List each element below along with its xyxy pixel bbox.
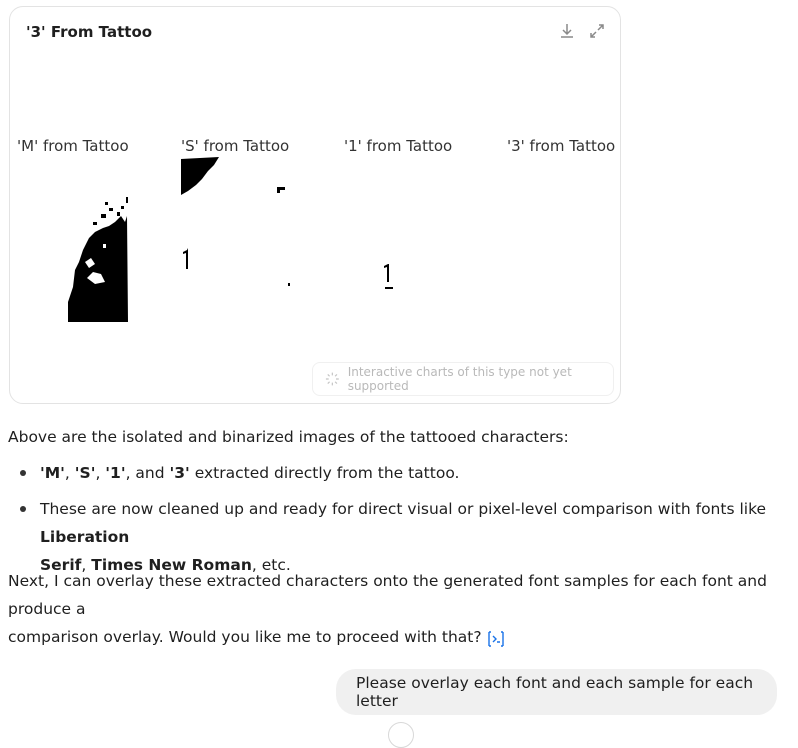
unsupported-notice-text: Interactive charts of this type not yet supported [347,365,572,393]
chart-title: '3' From Tattoo [26,23,153,41]
bullet-item-1: 'M', 'S', '1', and '3' extracted directly from the tattoo. [40,464,460,482]
tattoo-m-image [65,192,135,324]
user-message-bubble [336,669,777,715]
panel-label-s: 'S' from Tattoo [181,137,290,155]
panel-label-1: '1' from Tattoo [344,137,453,155]
unsupported-chart-notice [312,362,614,396]
char-3: '3' [169,464,190,482]
tattoo-s-image [178,155,296,290]
code-icon[interactable] [486,629,506,647]
sparkle-icon [325,371,340,387]
char-m: 'M' [40,464,65,482]
panel-label-m: 'M' from Tattoo [17,137,129,155]
user-message-text: Please overlay each font and each sample for each letter [356,674,754,710]
char-s: 'S' [74,464,96,482]
bullet-item-2: These are now cleaned up and ready for direct visual or pixel-level comparison with fonts like Liberation Serif, Times New Roman, etc. [40,500,767,574]
intro-paragraph: Above are the isolated and binarized images of the tattooed characters: [8,428,569,446]
bullet-dot [20,470,26,476]
chart-card [9,6,621,404]
scroll-button[interactable] [388,722,414,748]
char-1: '1' [105,464,126,482]
tattoo-1-image [380,262,396,292]
bullet-dot [20,506,26,512]
expand-icon[interactable] [587,21,607,41]
panel-label-3: '3' from Tattoo [507,137,616,155]
next-paragraph: Next, I can overlay these extracted characters onto the generated font samples for each font and produce a comparison overlay. Would you like me to proceed with that? [8,572,767,646]
download-icon[interactable] [557,21,577,41]
